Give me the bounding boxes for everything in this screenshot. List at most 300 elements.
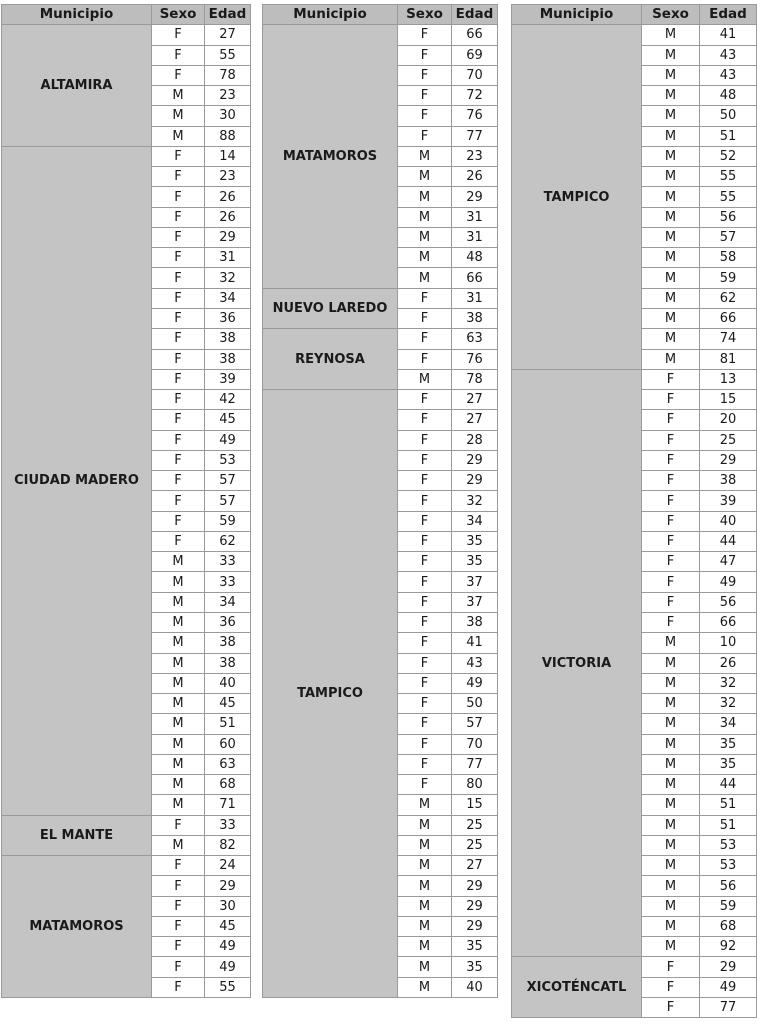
edad-cell: 36 (205, 308, 251, 328)
edad-cell: 44 (700, 531, 757, 551)
table-row (263, 25, 498, 45)
edad-cell: 62 (205, 531, 251, 551)
sexo-cell: M (398, 876, 452, 896)
edad-cell: 10 (700, 633, 757, 653)
sexo-cell: F (152, 511, 205, 531)
edad-cell: 31 (452, 207, 498, 227)
sexo-cell: F (398, 775, 452, 795)
sexo-cell: F (642, 977, 700, 997)
edad-cell: 81 (700, 349, 757, 369)
edad-cell: 49 (700, 977, 757, 997)
sexo-cell: F (642, 552, 700, 572)
header-row (2, 5, 251, 25)
sexo-cell: M (152, 572, 205, 592)
edad-cell: 29 (452, 916, 498, 936)
edad-cell: 49 (205, 937, 251, 957)
sexo-cell: M (152, 552, 205, 572)
sexo-cell: F (398, 592, 452, 612)
sexo-cell: F (398, 471, 452, 491)
municipio-cell: VICTORIA (512, 369, 642, 957)
sexo-cell: F (152, 856, 205, 876)
edad-cell: 72 (452, 86, 498, 106)
edad-cell: 66 (700, 308, 757, 328)
sexo-cell: M (398, 856, 452, 876)
edad-cell: 29 (205, 227, 251, 247)
sexo-cell: M (642, 248, 700, 268)
sexo-cell: F (642, 612, 700, 632)
edad-cell: 29 (452, 450, 498, 470)
edad-cell: 38 (205, 349, 251, 369)
sexo-cell: F (398, 633, 452, 653)
edad-cell: 27 (452, 410, 498, 430)
edad-cell: 33 (205, 572, 251, 592)
header-edad: Edad (700, 5, 757, 25)
sexo-cell: F (398, 45, 452, 65)
edad-cell: 38 (205, 653, 251, 673)
sexo-cell: F (152, 531, 205, 551)
edad-cell: 45 (205, 410, 251, 430)
sexo-cell: M (642, 775, 700, 795)
edad-cell: 35 (700, 754, 757, 774)
sexo-cell: M (152, 694, 205, 714)
sexo-cell: M (398, 187, 452, 207)
sexo-cell: F (152, 167, 205, 187)
edad-cell: 41 (452, 633, 498, 653)
sexo-cell: F (152, 937, 205, 957)
sexo-cell: M (152, 673, 205, 693)
sexo-cell: F (152, 815, 205, 835)
table-row (512, 369, 757, 389)
municipio-cell: MATAMOROS (263, 25, 398, 288)
edad-cell: 15 (700, 390, 757, 410)
sexo-cell: F (398, 390, 452, 410)
edad-cell: 25 (700, 430, 757, 450)
edad-cell: 30 (205, 896, 251, 916)
edad-cell: 39 (700, 491, 757, 511)
edad-cell: 68 (700, 916, 757, 936)
edad-cell: 36 (205, 612, 251, 632)
edad-cell: 33 (205, 815, 251, 835)
edad-cell: 57 (700, 227, 757, 247)
edad-cell: 47 (700, 552, 757, 572)
sexo-cell: F (398, 491, 452, 511)
sexo-cell: F (398, 673, 452, 693)
sexo-cell: F (152, 65, 205, 85)
edad-cell: 53 (700, 856, 757, 876)
sexo-cell: M (398, 795, 452, 815)
edad-cell: 27 (205, 25, 251, 45)
table-row (512, 957, 757, 977)
edad-cell: 92 (700, 937, 757, 957)
edad-cell: 38 (205, 329, 251, 349)
edad-cell: 24 (205, 856, 251, 876)
sexo-cell: F (152, 45, 205, 65)
edad-cell: 29 (452, 471, 498, 491)
edad-cell: 40 (205, 673, 251, 693)
sexo-cell: M (642, 167, 700, 187)
sexo-cell: M (642, 207, 700, 227)
sexo-cell: M (152, 653, 205, 673)
sexo-cell: F (152, 248, 205, 268)
sexo-cell: M (152, 126, 205, 146)
edad-cell: 34 (205, 288, 251, 308)
edad-cell: 88 (205, 126, 251, 146)
sexo-cell: F (642, 531, 700, 551)
edad-cell: 40 (452, 977, 498, 997)
edad-cell: 29 (452, 187, 498, 207)
edad-cell: 32 (700, 694, 757, 714)
edad-cell: 26 (205, 187, 251, 207)
header-municipio: Municipio (263, 5, 398, 25)
sexo-cell: M (642, 916, 700, 936)
sexo-cell: F (642, 957, 700, 977)
table-row (2, 856, 251, 876)
sexo-cell: F (398, 511, 452, 531)
sexo-cell: M (642, 835, 700, 855)
sexo-cell: M (398, 835, 452, 855)
edad-cell: 29 (700, 957, 757, 977)
edad-cell: 58 (700, 248, 757, 268)
sexo-cell: F (398, 86, 452, 106)
edad-cell: 41 (700, 25, 757, 45)
sexo-cell: F (398, 552, 452, 572)
edad-cell: 14 (205, 146, 251, 166)
edad-cell: 82 (205, 835, 251, 855)
sexo-cell: F (642, 450, 700, 470)
sexo-cell: M (642, 288, 700, 308)
sexo-cell: F (152, 227, 205, 247)
sexo-cell: F (152, 369, 205, 389)
municipio-cell: REYNOSA (263, 329, 398, 390)
sexo-cell: F (152, 390, 205, 410)
sexo-cell: F (642, 592, 700, 612)
sexo-cell: F (398, 410, 452, 430)
sexo-cell: M (152, 592, 205, 612)
sexo-cell: F (152, 916, 205, 936)
edad-cell: 76 (452, 349, 498, 369)
edad-cell: 33 (205, 552, 251, 572)
edad-cell: 57 (205, 491, 251, 511)
edad-cell: 25 (452, 835, 498, 855)
edad-cell: 23 (452, 146, 498, 166)
edad-cell: 55 (205, 977, 251, 997)
sexo-cell: F (398, 106, 452, 126)
edad-cell: 49 (205, 957, 251, 977)
edad-cell: 57 (452, 714, 498, 734)
sexo-cell: F (152, 207, 205, 227)
edad-cell: 66 (452, 25, 498, 45)
sexo-cell: F (152, 288, 205, 308)
sexo-cell: F (398, 531, 452, 551)
sexo-cell: F (398, 653, 452, 673)
sexo-cell: F (642, 410, 700, 430)
sexo-cell: M (642, 227, 700, 247)
sexo-cell: M (398, 146, 452, 166)
edad-cell: 78 (452, 369, 498, 389)
sexo-cell: M (398, 207, 452, 227)
sexo-cell: F (642, 369, 700, 389)
sexo-cell: M (642, 754, 700, 774)
edad-cell: 38 (452, 612, 498, 632)
sexo-cell: F (152, 491, 205, 511)
edad-cell: 25 (452, 815, 498, 835)
edad-cell: 29 (700, 450, 757, 470)
edad-cell: 34 (700, 714, 757, 734)
edad-cell: 70 (452, 65, 498, 85)
edad-cell: 60 (205, 734, 251, 754)
edad-cell: 80 (452, 775, 498, 795)
sexo-cell: M (642, 86, 700, 106)
sexo-cell: F (398, 612, 452, 632)
edad-cell: 40 (700, 511, 757, 531)
sexo-cell: F (152, 329, 205, 349)
edad-cell: 62 (700, 288, 757, 308)
municipio-cell: TAMPICO (512, 25, 642, 370)
sexo-cell: M (642, 268, 700, 288)
sexo-cell: F (398, 450, 452, 470)
edad-cell: 51 (700, 815, 757, 835)
sexo-cell: F (152, 471, 205, 491)
sexo-cell: M (152, 775, 205, 795)
municipio-cell: EL MANTE (2, 815, 152, 856)
edad-cell: 35 (452, 531, 498, 551)
sexo-cell: M (398, 248, 452, 268)
edad-cell: 27 (452, 390, 498, 410)
table-row (512, 25, 757, 45)
edad-cell: 31 (452, 288, 498, 308)
sexo-cell: F (642, 998, 700, 1018)
table-row (263, 329, 498, 349)
sexo-cell: F (398, 734, 452, 754)
header-municipio: Municipio (2, 5, 152, 25)
edad-cell: 35 (452, 957, 498, 977)
edad-cell: 49 (205, 430, 251, 450)
sexo-cell: M (152, 795, 205, 815)
sexo-cell: F (152, 308, 205, 328)
header-municipio: Municipio (512, 5, 642, 25)
edad-cell: 66 (452, 268, 498, 288)
sexo-cell: M (152, 86, 205, 106)
edad-cell: 32 (452, 491, 498, 511)
edad-cell: 63 (452, 329, 498, 349)
sexo-cell: F (152, 430, 205, 450)
sexo-cell: M (152, 106, 205, 126)
sexo-cell: F (398, 694, 452, 714)
edad-cell: 26 (452, 167, 498, 187)
edad-cell: 43 (700, 65, 757, 85)
sexo-cell: M (152, 612, 205, 632)
sexo-cell: M (642, 653, 700, 673)
edad-cell: 70 (452, 734, 498, 754)
sexo-cell: M (642, 937, 700, 957)
edad-cell: 59 (700, 268, 757, 288)
edad-cell: 38 (700, 471, 757, 491)
edad-cell: 57 (205, 471, 251, 491)
sexo-cell: M (152, 835, 205, 855)
sexo-cell: F (152, 187, 205, 207)
edad-cell: 77 (700, 998, 757, 1018)
sexo-cell: F (398, 572, 452, 592)
edad-cell: 32 (700, 673, 757, 693)
header-edad: Edad (205, 5, 251, 25)
sexo-cell: F (152, 957, 205, 977)
edad-cell: 29 (452, 896, 498, 916)
sexo-cell: M (398, 268, 452, 288)
edad-cell: 23 (205, 167, 251, 187)
edad-cell: 45 (205, 694, 251, 714)
edad-cell: 78 (205, 65, 251, 85)
table-row (263, 288, 498, 308)
edad-cell: 23 (205, 86, 251, 106)
edad-cell: 37 (452, 592, 498, 612)
edad-cell: 51 (700, 126, 757, 146)
sexo-cell: F (152, 410, 205, 430)
edad-cell: 52 (700, 146, 757, 166)
edad-cell: 77 (452, 126, 498, 146)
edad-cell: 66 (700, 612, 757, 632)
edad-cell: 35 (452, 552, 498, 572)
edad-cell: 49 (700, 572, 757, 592)
edad-cell: 44 (700, 775, 757, 795)
edad-cell: 55 (700, 167, 757, 187)
sexo-cell: F (642, 390, 700, 410)
data-table-1 (1, 4, 251, 998)
table-row (263, 390, 498, 410)
sexo-cell: M (642, 126, 700, 146)
edad-cell: 29 (205, 876, 251, 896)
table-row (2, 146, 251, 166)
sexo-cell: M (642, 329, 700, 349)
header-sexo: Sexo (398, 5, 452, 25)
edad-cell: 30 (205, 106, 251, 126)
sexo-cell: M (642, 856, 700, 876)
edad-cell: 59 (205, 511, 251, 531)
edad-cell: 55 (205, 45, 251, 65)
edad-cell: 34 (452, 511, 498, 531)
edad-cell: 71 (205, 795, 251, 815)
edad-cell: 43 (700, 45, 757, 65)
edad-cell: 38 (205, 633, 251, 653)
sexo-cell: M (642, 349, 700, 369)
sexo-cell: F (642, 471, 700, 491)
header-row (263, 5, 498, 25)
edad-cell: 51 (700, 795, 757, 815)
sexo-cell: F (398, 126, 452, 146)
sexo-cell: M (152, 714, 205, 734)
sexo-cell: F (642, 430, 700, 450)
municipio-cell: CIUDAD MADERO (2, 146, 152, 815)
sexo-cell: F (398, 329, 452, 349)
sexo-cell: M (398, 957, 452, 977)
edad-cell: 48 (700, 86, 757, 106)
edad-cell: 59 (700, 896, 757, 916)
edad-cell: 63 (205, 754, 251, 774)
sexo-cell: M (398, 227, 452, 247)
sexo-cell: M (642, 896, 700, 916)
sexo-cell: F (398, 349, 452, 369)
edad-cell: 20 (700, 410, 757, 430)
edad-cell: 13 (700, 369, 757, 389)
edad-cell: 68 (205, 775, 251, 795)
edad-cell: 77 (452, 754, 498, 774)
edad-cell: 32 (205, 268, 251, 288)
sexo-cell: F (152, 876, 205, 896)
edad-cell: 69 (452, 45, 498, 65)
edad-cell: 28 (452, 430, 498, 450)
edad-cell: 56 (700, 207, 757, 227)
table-row (2, 815, 251, 835)
header-sexo: Sexo (152, 5, 205, 25)
header-edad: Edad (452, 5, 498, 25)
edad-cell: 53 (205, 450, 251, 470)
edad-cell: 53 (700, 835, 757, 855)
sexo-cell: M (398, 977, 452, 997)
municipio-cell: XICOTÉNCATL (512, 957, 642, 1018)
edad-cell: 15 (452, 795, 498, 815)
edad-cell: 37 (452, 572, 498, 592)
edad-cell: 26 (205, 207, 251, 227)
edad-cell: 45 (205, 916, 251, 936)
edad-cell: 49 (452, 673, 498, 693)
edad-cell: 43 (452, 653, 498, 673)
edad-cell: 38 (452, 308, 498, 328)
municipio-cell: MATAMOROS (2, 856, 152, 998)
edad-cell: 31 (205, 248, 251, 268)
sexo-cell: M (152, 754, 205, 774)
sexo-cell: M (152, 734, 205, 754)
sexo-cell: F (152, 268, 205, 288)
sexo-cell: F (398, 430, 452, 450)
sexo-cell: F (152, 146, 205, 166)
sexo-cell: M (642, 876, 700, 896)
sexo-cell: M (398, 937, 452, 957)
edad-cell: 50 (700, 106, 757, 126)
sexo-cell: M (642, 45, 700, 65)
edad-cell: 35 (700, 734, 757, 754)
table-row (2, 25, 251, 45)
sexo-cell: F (152, 896, 205, 916)
edad-cell: 34 (205, 592, 251, 612)
sexo-cell: M (398, 167, 452, 187)
municipio-cell: TAMPICO (263, 390, 398, 998)
sexo-cell: F (398, 65, 452, 85)
edad-cell: 51 (205, 714, 251, 734)
sexo-cell: F (642, 572, 700, 592)
edad-cell: 27 (452, 856, 498, 876)
sexo-cell: M (642, 146, 700, 166)
edad-cell: 39 (205, 369, 251, 389)
sexo-cell: F (398, 25, 452, 45)
sexo-cell: F (642, 511, 700, 531)
sexo-cell: M (398, 815, 452, 835)
sexo-cell: F (152, 977, 205, 997)
sexo-cell: M (642, 694, 700, 714)
edad-cell: 48 (452, 248, 498, 268)
edad-cell: 76 (452, 106, 498, 126)
sexo-cell: M (398, 369, 452, 389)
sexo-cell: M (642, 308, 700, 328)
sexo-cell: M (642, 815, 700, 835)
sexo-cell: F (398, 714, 452, 734)
sexo-cell: M (642, 633, 700, 653)
sexo-cell: F (152, 25, 205, 45)
sexo-cell: M (398, 916, 452, 936)
edad-cell: 56 (700, 876, 757, 896)
data-table-2 (262, 4, 498, 998)
sexo-cell: F (398, 288, 452, 308)
header-sexo: Sexo (642, 5, 700, 25)
sexo-cell: F (398, 308, 452, 328)
